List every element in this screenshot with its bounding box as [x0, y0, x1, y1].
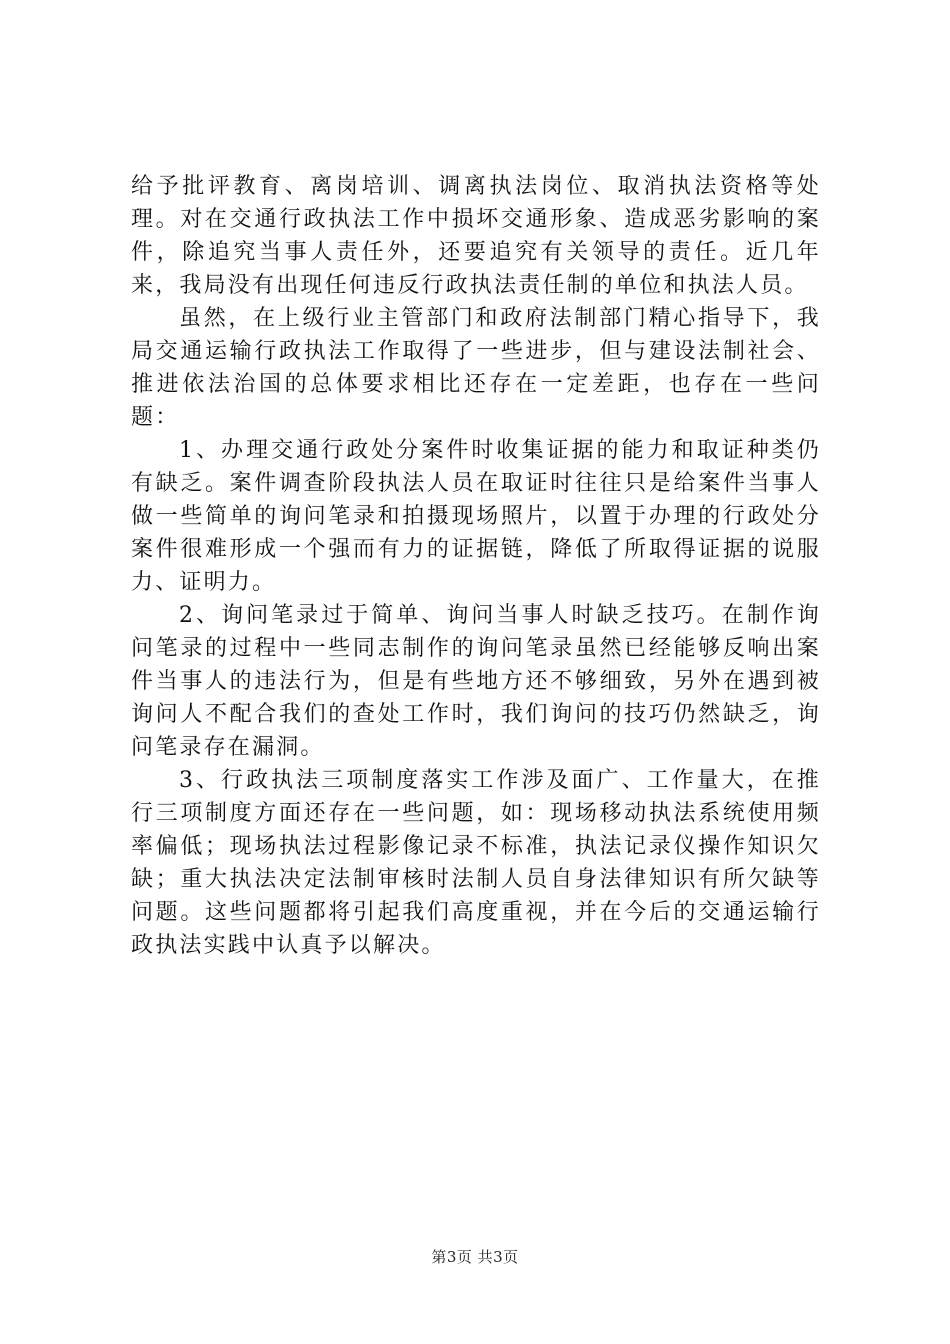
paragraph-continuation: 给予批评教育、离岗培训、调离执法岗位、取消执法资格等处理。对在交通行政执法工作中损坏交通形象、造成恶劣影响的案件，除追究当事人责任外，还要追究有关领导的责任。近几年来，我局没有出现任何违反行政执法责任制的单位和执法人员。 — [131, 174, 821, 298]
paragraph-problem-2: 2、询问笔录过于简单、询问当事人时缺乏技巧。在制作询问笔录的过程中一些同志制作的询问笔录虽然已经能够反响出案件当事人的违法行为，但是有些地方还不够细致，另外在遇到被询问人不配合我们的查处工作时，我们询问的技巧仍然缺乏，询问笔录存在漏洞。 — [131, 603, 821, 760]
paragraph-problem-3: 3、行政执法三项制度落实工作涉及面广、工作量大，在推行三项制度方面还存在一些问题，如：现场移动执法系统使用频率偏低；现场执法过程影像记录不标准，执法记录仪操作知识欠缺；重大执法决定法制审核时法制人员自身法律知识有所欠缺等问题。这些问题都将引起我们高度重视，并在今后的交通运输行政执法实践中认真予以解决。 — [131, 768, 821, 958]
paragraph-problems-intro: 虽然，在上级行业主管部门和政府法制部门精心指导下，我局交通运输行政执法工作取得了一些进步，但与建设法制社会、推进依法治国的总体要求相比还存在一定差距，也存在一些问题： — [131, 306, 821, 430]
paragraph-problem-1: 1、办理交通行政处分案件时收集证据的能力和取证种类仍有缺乏。案件调查阶段执法人员在取证时往往只是给案件当事人做一些简单的询问笔录和拍摄现场照片，以置于办理的行政处分案件很难形成一个强而有力的证据链，降低了所取得证据的说服力、证明力。 — [131, 438, 821, 595]
document-body — [131, 170, 821, 962]
page-number-footer: 第3页 共3页 — [431, 1248, 519, 1266]
